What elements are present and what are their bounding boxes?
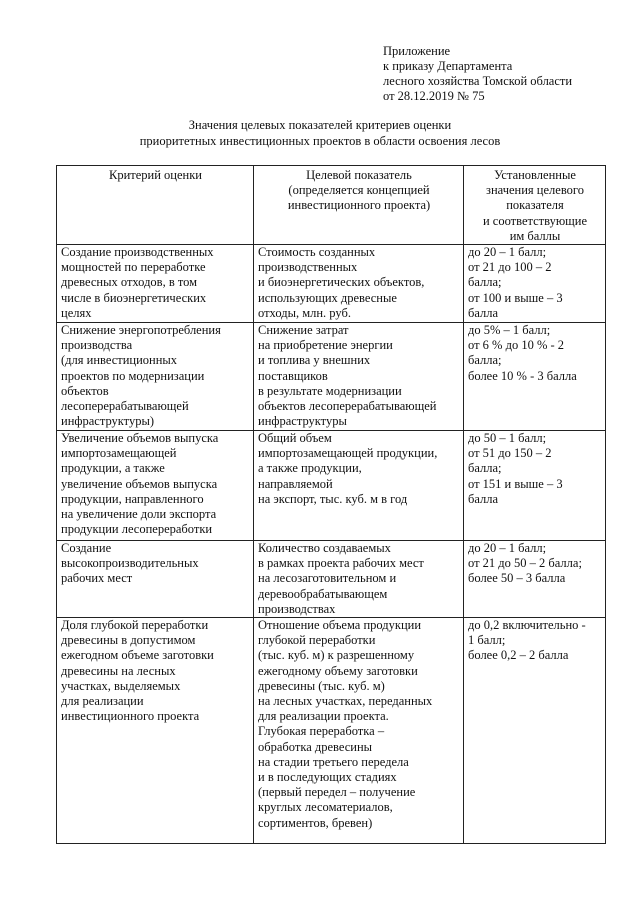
values-cell: до 20 – 1 балл; от 21 до 50 – 2 балла; более 50 – 3 балла — [464, 541, 606, 618]
table-row — [57, 541, 606, 618]
table-header-row — [57, 166, 606, 245]
appendix-line-1: Приложение — [383, 44, 451, 58]
values-cell: до 0,2 включительно - 1 балл; более 0,2 – 2 балла — [464, 618, 606, 844]
title-line-2: приоритетных инвестиционных проектов в области освоения лесов — [139, 134, 501, 148]
table-row — [57, 618, 606, 844]
indicator-cell: Стоимость созданных производственных и биоэнергетических объектов, использующих древесные отходы, млн. руб. — [254, 245, 464, 323]
title-line-1: Значения целевых показателей критериев оценки — [188, 118, 452, 132]
table-row — [57, 431, 606, 541]
values-cell: до 50 – 1 балл; от 51 до 150 – 2 балла; от 151 и выше – 3 балла — [464, 431, 606, 541]
table-row — [57, 245, 606, 323]
criterion-cell: Создание высокопроизводительных рабочих мест — [57, 541, 254, 618]
appendix-line-3: лесного хозяйства Томской области — [383, 74, 573, 88]
values-cell: до 20 – 1 балл; от 21 до 100 – 2 балла; от 100 и выше – 3 балла — [464, 245, 606, 323]
table-row — [57, 323, 606, 431]
criterion-cell: Снижение энергопотребления производства (для инвестиционных проектов по модернизации объектов лесоперерабатывающей инфраструктуры) — [57, 323, 254, 431]
criteria-table — [56, 165, 606, 844]
criterion-cell: Увеличение объемов выпуска импортозамещающей продукции, а также увеличение объемов выпуска продукции, направленного на увеличение доли экспорта продукции лесопереработки — [57, 431, 254, 541]
appendix-header — [383, 44, 572, 104]
header-indicator: Целевой показатель (определяется концепцией инвестиционного проекта) — [254, 166, 464, 245]
appendix-line-2: к приказу Департамента — [383, 59, 513, 73]
indicator-cell: Количество создаваемых в рамках проекта рабочих мест на лесозаготовительном и деревообрабатывающем производствах — [254, 541, 464, 618]
document-title — [0, 117, 640, 149]
indicator-cell: Общий объем импортозамещающей продукции, а также продукции, направляемой на экспорт, тыс. куб. м в год — [254, 431, 464, 541]
criterion-cell: Создание производственных мощностей по переработке древесных отходов, в том числе в биоэнергетических целях — [57, 245, 254, 323]
header-criterion: Критерий оценки — [57, 166, 254, 245]
indicator-cell: Снижение затрат на приобретение энергии и топлива у внешних поставщиков в результате модернизации объектов лесоперерабатывающей инфраструктуры — [254, 323, 464, 431]
appendix-line-4: от 28.12.2019 № 75 — [383, 89, 485, 103]
header-values: Установленные значения целевого показателя и соответствующие им баллы — [464, 166, 606, 245]
indicator-cell: Отношение объема продукции глубокой переработки (тыс. куб. м) к разрешенному ежегодному объему заготовки древесины (тыс. куб. м) на лесных участках, переданных для реализации проекта. Глубокая переработка – обработка древесины на стадии третьего передела и в последующих стадиях (первый передел – получение круглых лесоматериалов, сортиментов, бревен) — [254, 618, 464, 844]
values-cell: до 5% – 1 балл; от 6 % до 10 % - 2 балла; более 10 % - 3 балла — [464, 323, 606, 431]
criterion-cell: Доля глубокой переработки древесины в допустимом ежегодном объеме заготовки древесины на лесных участках, выделяемых для реализации инвестиционного проекта — [57, 618, 254, 844]
